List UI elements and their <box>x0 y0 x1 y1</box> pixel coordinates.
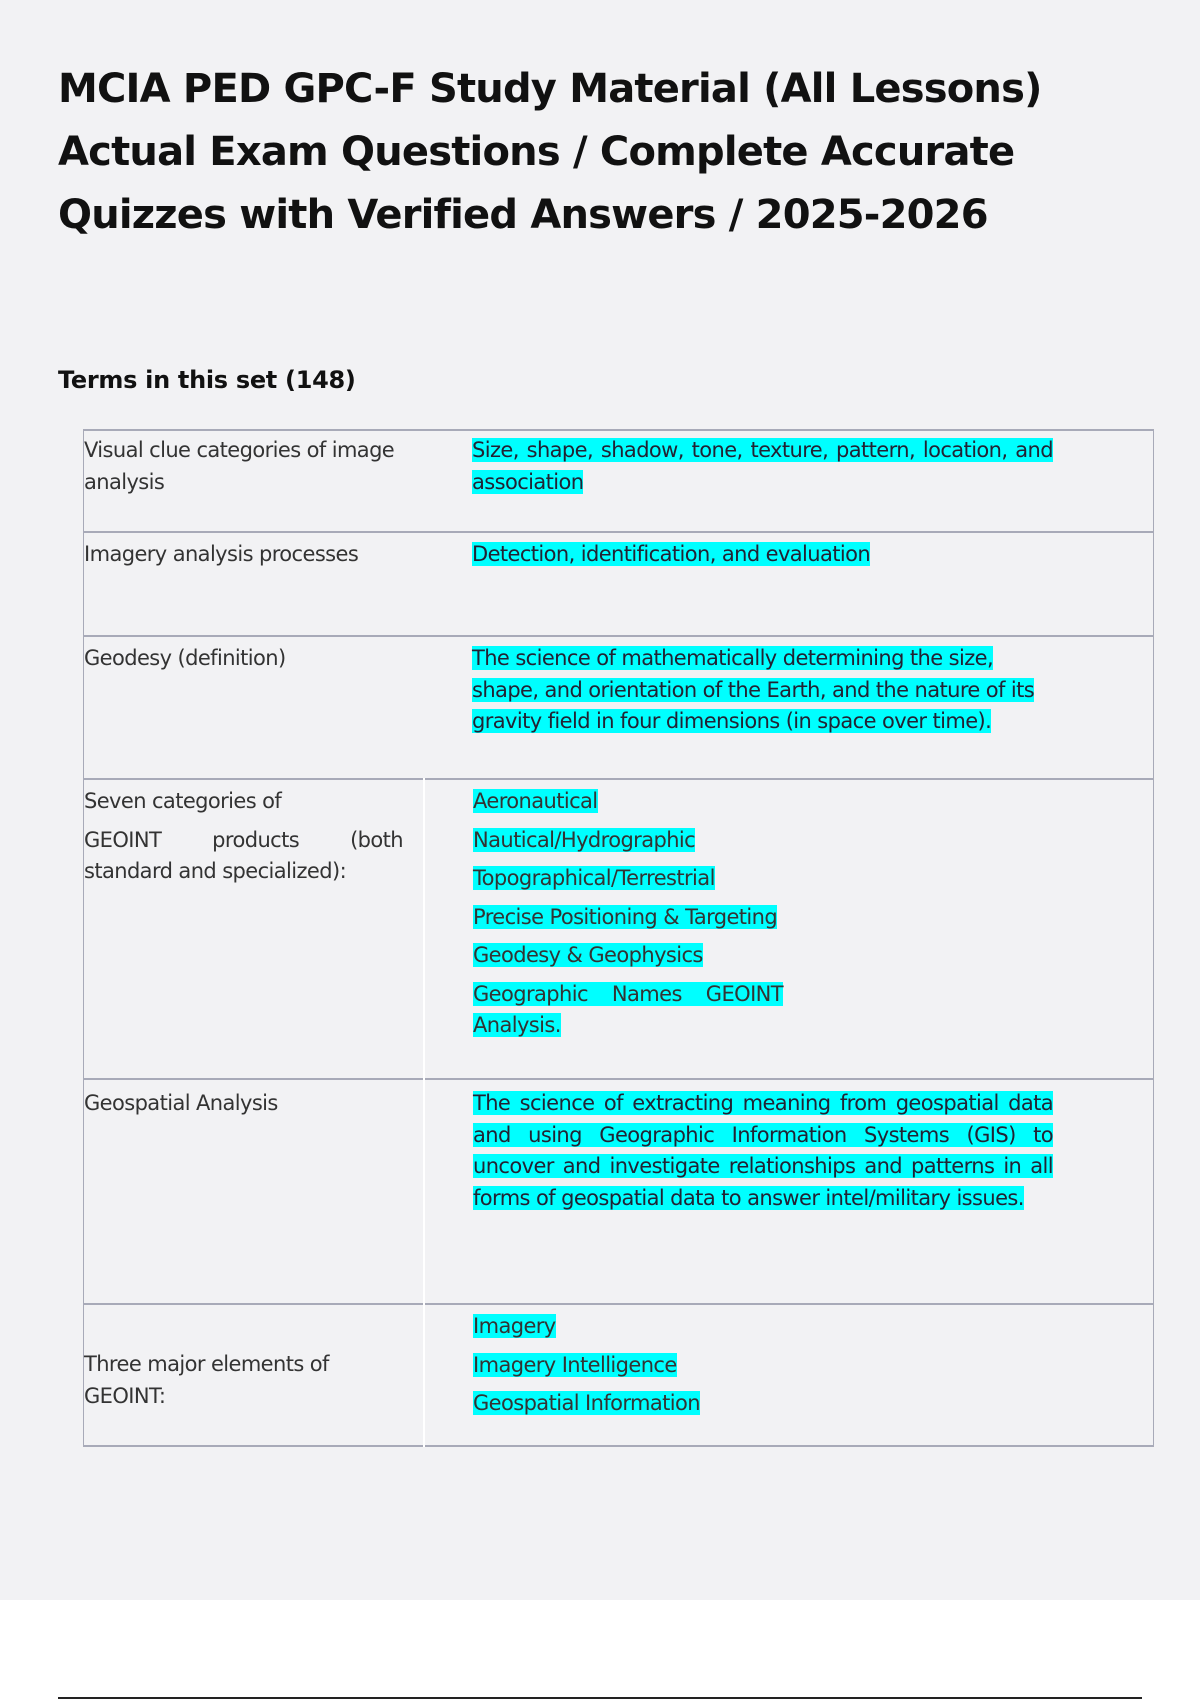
definition-cell <box>424 779 1154 1079</box>
term-cell: Geodesy (definition) <box>84 636 425 779</box>
table-row <box>84 430 1154 532</box>
term-cell: Visual clue categories of image analysis <box>84 430 425 532</box>
definition-item: Geodesy & Geophysics <box>473 943 703 967</box>
term-cell: Geospatial Analysis <box>84 1079 425 1304</box>
definition-item: Aeronautical <box>473 789 598 813</box>
table-row <box>84 1079 1154 1304</box>
definition-text: The science of mathematically determining the size, shape, and orientation of the Earth, and the nature of its gravity field in four dimensions (in space over time). <box>472 646 1035 733</box>
term-text: Three major elements of GEOINT: <box>84 1352 329 1408</box>
definition-text: Detection, identification, and evaluation <box>472 542 871 566</box>
table-row <box>84 636 1154 779</box>
definition-item: Imagery Intelligence <box>473 1352 677 1377</box>
definition-item: Nautical/Hydrographic <box>473 827 696 852</box>
title-line-1: MCIA PED GPC-F Study Material (All Lessons) <box>58 66 1042 112</box>
table-row <box>84 779 1154 1079</box>
definition-item: Geographic Names GEOINT Analysis. <box>473 981 783 1037</box>
list-item <box>473 825 1053 857</box>
list-item <box>473 940 1053 972</box>
definition-item: Topographical/Terrestrial <box>473 866 715 890</box>
list-item <box>473 1350 1053 1382</box>
definition-text: The science of extracting meaning from geospatial data and using Geographic Information Systems (GIS) to uncover and investigate relationships and patterns in all forms of geospatial data to answer intel/military issues. <box>473 1091 1053 1210</box>
terms-table <box>83 429 1154 1447</box>
definition-cell <box>424 532 1154 636</box>
footer-divider <box>58 1697 1142 1699</box>
list-item <box>473 902 1053 934</box>
list-item <box>473 1311 1053 1343</box>
term-cell <box>84 1304 425 1446</box>
definition-cell <box>424 430 1154 532</box>
definition-item: Geospatial Information <box>473 1391 700 1415</box>
title-line-3: Quizzes with Verified Answers / 2025-2026 <box>58 192 988 238</box>
term-cell <box>84 779 425 1079</box>
list-item <box>473 863 1053 895</box>
definition-item: Precise Positioning & Targeting <box>473 904 778 929</box>
definition-text: Size, shape, shadow, tone, texture, pattern, location, and association <box>472 438 1053 494</box>
terms-count-heading: Terms in this set (148) <box>58 366 356 394</box>
definition-cell <box>424 1304 1154 1446</box>
table-row <box>84 532 1154 636</box>
definition-cell <box>424 636 1154 779</box>
list-item <box>473 979 783 1042</box>
table-row <box>84 1304 1154 1446</box>
term-cell: Imagery analysis processes <box>84 532 425 636</box>
list-item <box>473 786 1053 818</box>
list-item <box>473 1388 1053 1420</box>
definition-item: Imagery <box>473 1314 556 1338</box>
title-line-2: Actual Exam Questions / Complete Accurate <box>58 129 1015 175</box>
term-text-line-2: GEOINT products (both standard and specialized): <box>84 827 403 883</box>
definition-cell <box>424 1079 1154 1304</box>
document-title <box>58 58 1058 247</box>
term-text-line-1: Seven categories of <box>84 789 282 813</box>
